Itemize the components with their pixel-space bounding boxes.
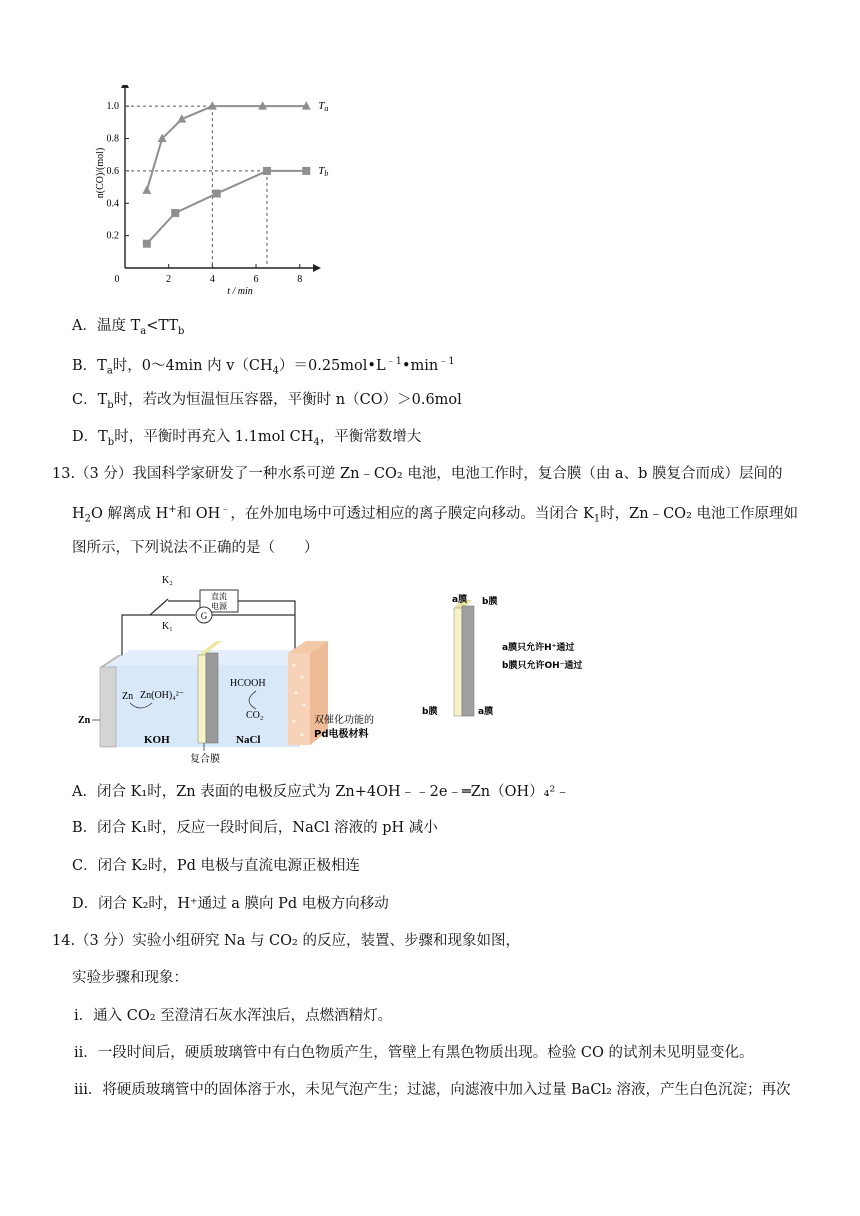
a-film-bottom-label: a膜 xyxy=(478,707,494,717)
x-axis-arrow xyxy=(313,264,321,272)
point-Tb xyxy=(143,240,151,248)
y-tick-label: 0.4 xyxy=(106,198,119,210)
q14-stem-line1: 14.（3 分）实验小组研究 Na 与 CO₂ 的反应，装置、步骤和现象如图， xyxy=(52,933,520,949)
q14-stem-line2: 实验步骤和现象： xyxy=(72,970,188,986)
pd-label-2: Pd电极材料 xyxy=(314,729,369,740)
b-film-bottom-label: b膜 xyxy=(422,707,438,717)
series-label-Tb: Tb xyxy=(318,164,329,178)
membrane-label: 复合膜 xyxy=(190,754,220,765)
q13-stem-line3: 图所示，下列说法不正确的是（ ） xyxy=(72,540,319,556)
point-Tb xyxy=(171,209,179,217)
q13-stem-line2: $H_2O$ 解离成 H+和 OH﹣，在外加电场中可透过相应的离子膜定向移动。当闭合 $K_1$时，Zn﹣CO₂ 电池工作原理如 xyxy=(72,504,798,525)
q14-step-i: ⅰ．通入 CO₂ 至澄清石灰水浑浊后，点燃酒精灯。 xyxy=(74,1008,393,1024)
q12-option-b: B．$T_a$时，0～4min 内 $v(CH_4)=0.25mol•L^{﹣1}•\min^{﹣1}$ xyxy=(72,356,455,377)
y-axis-label: n(CO)/(mol) xyxy=(95,147,106,199)
q12-option-c: C．$T_b$时，若改为恒温恒压容器，平衡时 n（CO）＞0.6mol xyxy=(72,392,462,411)
membrane-detail-diagram xyxy=(420,592,620,727)
power-label-1: 直流 xyxy=(211,592,227,601)
co-amount-chart xyxy=(95,85,335,300)
a-film-top-label: a膜 xyxy=(452,595,468,605)
zn-electrode-label: Zn xyxy=(78,715,91,726)
x-tick-label: 4 xyxy=(209,274,215,285)
koh-label: KOH xyxy=(144,734,170,746)
battery-diagram xyxy=(70,565,390,770)
point-Ta xyxy=(142,185,151,194)
y-tick-label: 0.8 xyxy=(106,133,119,145)
y-tick-label: 0.2 xyxy=(106,230,119,242)
k2-label: K₂ xyxy=(162,575,173,586)
zn-reaction-zn: Zn xyxy=(122,691,134,702)
b-film-top-label: b膜 xyxy=(482,597,498,607)
y-axis-arrow xyxy=(121,85,129,88)
q14-step-iii: ⅲ．将硬质玻璃管中的固体溶于水，未见气泡产生；过滤，向滤液中加入过量 BaCl₂ 溶液，产生白色沉淀；再次 xyxy=(74,1082,791,1098)
hcooh-label: HCOOH xyxy=(230,678,266,689)
x-tick-label: 0 xyxy=(114,274,120,285)
q13-stem-line1: 13.（3 分）我国科学家研发了一种水系可逆 Zn﹣CO₂ 电池，电池工作时，复合膜（由 a、b 膜复合而成）层间的 xyxy=(52,466,783,482)
q13-option-a: A．闭合 K₁时，Zn 表面的电极反应式为 Zn+4OH﹣﹣2e﹣═Zn（OH）₄²﹣ xyxy=(72,784,570,800)
x-axis-label: t / min xyxy=(227,286,253,297)
point-Tb xyxy=(213,190,221,198)
pd-label-1: 双催化功能的 xyxy=(314,715,374,726)
b-film-desc: b膜只允许OH⁻通过 xyxy=(502,661,583,671)
galvanometer-label: G xyxy=(200,611,208,621)
y-tick-label: 1.0 xyxy=(106,101,119,113)
point-Tb xyxy=(302,167,310,175)
q13-option-d: D．闭合 K₂时，H⁺通过 a 膜向 Pd 电极方向移动 xyxy=(72,896,389,912)
q14-step-ii: ⅱ．一段时间后，硬质玻璃管中有白色物质产生，管壁上有黑色物质出现。检验 CO 的试剂未见明显变化。 xyxy=(74,1045,754,1061)
q13-option-b: B．闭合 K₁时，反应一段时间后，NaCl 溶液的 pH 减小 xyxy=(72,820,438,836)
nacl-label: NaCl xyxy=(236,734,261,746)
zn-reaction-product: Zn(OH)₄²⁻ xyxy=(140,690,184,701)
power-label-2: 电源 xyxy=(211,602,227,611)
k1-label: K₁ xyxy=(162,621,173,632)
x-tick-label: 8 xyxy=(297,274,303,285)
q12-option-d: D．$T_b$时，平衡时再充入 1.1mol $CH_4$，平衡常数增大 xyxy=(72,429,422,448)
series-line-Tb xyxy=(147,171,306,244)
point-Tb xyxy=(263,167,271,175)
x-tick-label: 2 xyxy=(166,274,172,285)
co2-label: CO₂ xyxy=(246,710,264,721)
series-label-Ta: Ta xyxy=(318,100,329,114)
q13-option-c: C．闭合 K₂时，Pd 电极与直流电源正极相连 xyxy=(72,858,360,874)
x-tick-label: 6 xyxy=(253,274,259,285)
q12-option-a: A．温度 $T_a<TT_b$ xyxy=(72,318,185,337)
a-film-desc: a膜只允许H⁺通过 xyxy=(502,643,575,653)
series-line-Ta xyxy=(147,106,306,190)
y-tick-label: 0.6 xyxy=(106,165,119,177)
